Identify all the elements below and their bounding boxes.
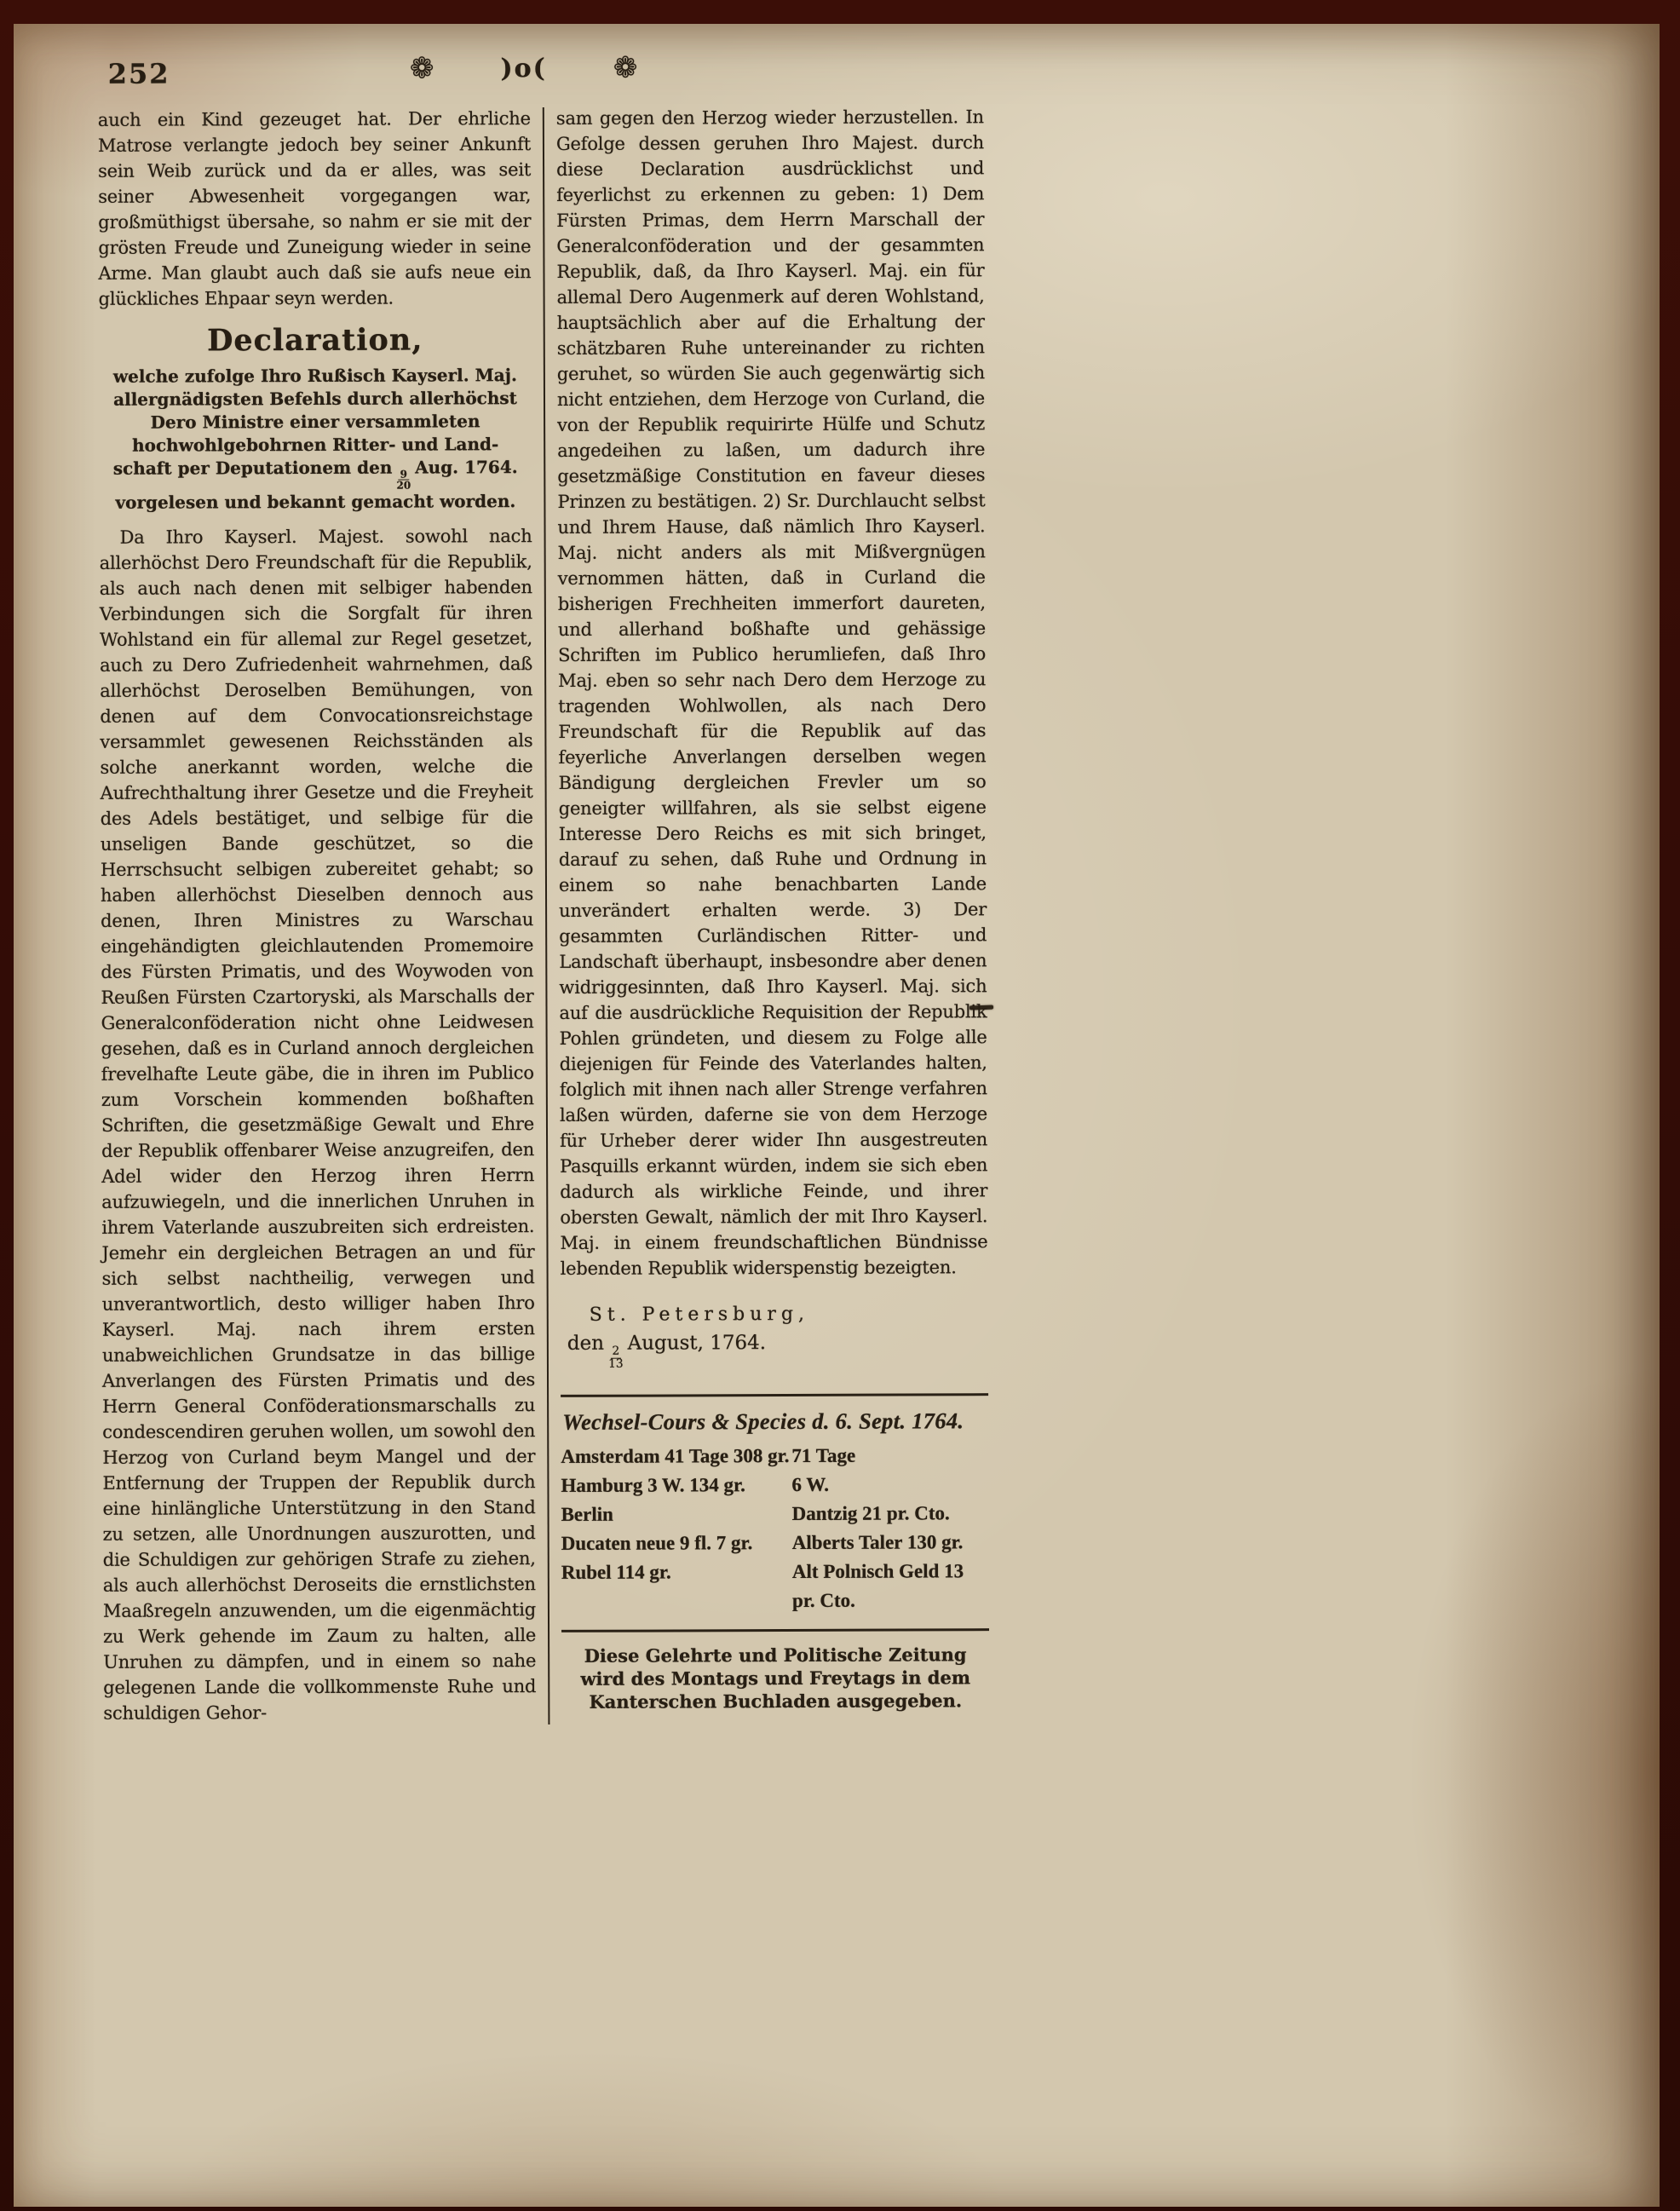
date-fraction xyxy=(396,469,411,491)
exchange-cell-right: 71 Tage xyxy=(791,1444,856,1466)
exchange-cell-left: Amsterdam 41 Tage 308 gr. xyxy=(561,1444,790,1467)
left-column xyxy=(98,106,537,1726)
dateline-date-pre: den xyxy=(567,1332,605,1355)
page-number: 252 xyxy=(107,57,170,90)
dateline-place: St. Petersburg, xyxy=(589,1303,810,1326)
printers-mark-ornament: )o( xyxy=(500,53,547,83)
rosette-ornament-left-icon: ❁ xyxy=(409,51,434,86)
date-fraction xyxy=(608,1346,624,1371)
exchange-cell-left: Rubel 114 gr. xyxy=(561,1561,671,1583)
exchange-rates-table xyxy=(561,1441,989,1616)
subheading-date-pre: schaft per Deputationem den xyxy=(112,457,393,479)
subheading-closing: vorgelesen und bekannt gemacht worden. xyxy=(115,491,516,514)
exchange-cell-right: Alberts Taler 130 gr. xyxy=(791,1531,964,1553)
exchange-rates-section xyxy=(561,1408,989,1616)
section-rule-top xyxy=(561,1393,988,1397)
date-fraction-numerator: 9 xyxy=(400,468,407,481)
exchange-cell-right: 6 W. xyxy=(791,1473,830,1495)
exchange-cell-right: Dantzig 21 pr. Cto. xyxy=(791,1502,950,1524)
subheading-date-post: Aug. 1764. xyxy=(415,457,518,478)
exchange-cell-left: Ducaten neue 9 fl. 7 gr. xyxy=(561,1531,753,1554)
column-divider-rule xyxy=(543,107,550,1724)
date-fraction-numerator: 2 xyxy=(610,1346,621,1359)
table-row xyxy=(561,1470,988,1500)
table-row xyxy=(561,1557,989,1616)
table-row xyxy=(561,1499,989,1529)
page-header xyxy=(98,48,984,99)
table-row xyxy=(561,1528,989,1558)
date-fraction-denominator: 20 xyxy=(396,479,411,492)
date-fraction-denominator: 13 xyxy=(608,1356,624,1371)
subheading-text: welche zufolge Ihro Rußisch Kayserl. Maj. allergnädigsten Befehls durch allerhöchst Dero Ministre einer versammleten hochwohlgebohrnen Ritter- und Land- xyxy=(112,365,517,456)
right-column xyxy=(556,104,990,1724)
publication-notice: Diese Gelehrte und Politische Zeitung wird des Montags und Freytags in dem Kanterschen Buchladen ausgegeben. xyxy=(580,1644,971,1713)
dateline-date xyxy=(567,1327,988,1371)
news-paragraph: auch ein Kind gezeuget hat. Der ehrliche Matrose verlangte jedoch bey seiner Ankunft sein Weib zurück und da er alles, was seit seiner Abwesenheit vorgegangen war, großmüthigst übersahe, so nahm er sie mit der grösten Freude und Zuneigung wieder in seine Arme. Man glaubt auch daß sie aufs neue ein glückliches Ehpaar seyn werden. xyxy=(97,108,532,309)
exchange-cell-left: Berlin xyxy=(561,1503,613,1525)
table-row xyxy=(561,1441,988,1471)
dateline-date-post: August, 1764. xyxy=(627,1332,767,1355)
dateline xyxy=(561,1300,988,1371)
exchange-rates-title: Wechsel-Cours & Species d. 6. Sept. 1764. xyxy=(562,1408,964,1435)
section-rule-bottom xyxy=(561,1628,989,1632)
page-content xyxy=(98,48,990,1726)
declaration-body-paragraph: Da Ihro Kayserl. Majest. sowohl nach allerhöchst Dero Freundschaft für die Republik, als auch nach denen mit selbiger habenden Verbindungen sich die Sorgfalt für ihren Wohlstand ein für allemal zur Regel gesetzet, auch zu Dero Zufriedenheit wahrnehmen, daß allerhöchst Deroselben Bemühungen, von denen auf dem Convocationsreichstage versammlet gewesenen Reichsständen als solche anerkannt worden, welche die Aufrechthaltung ihrer Gesetze und die Freyheit des Adels bestätiget, und selbige für die unseligen Bande geschützet, so die Herrschsucht selbigen zubereitet gehabt; so haben allerhöchst Dieselben dennoch aus denen, Ihren Ministres zu Warschau eingehändigten gleichlautenden Promemoire des Fürsten Primatis, und des Woywoden von Reußen Fürsten Czartoryski, als Marschalls der Generalconföderation nicht ohne Leidwesen gesehen, daß es in Curland annoch dergleichen frevelhafte Leute gäbe, die in ihren im Publico zum Vorschein kommenden boßhaften Schriften, die gesetzmäßige Gewalt und Ehre der Republik offenbarer Weise anzugreifen, den Adel wider den Herzog ihren Herrn aufzuwiegeln, und die innerlichen Unruhen in ihrem Vaterlande auszubreiten sich erdreisten. Jemehr ein dergleichen Betragen an und für sich selbst nachtheilig, verwegen und unverantwortlich, desto williger haben Ihro Kayserl. Maj. nach ihrem ersten unabweichlichen Grundsatze in das billige Anverlangen des Fürsten Primatis und des Herrn General Conföderationsmarschalls zu condescendiren geruhen wollen, um sowohl den Herzog von Curland beym Mangel und der Entfernung der Truppen der Republik durch eine hinlängliche Unterstützung in den Stand zu setzen, alle Unordnungen auszurotten, und die Schuldigen zur gehörigen Strafe zu ziehen, als auch allerhöchst Deroseits die ernstlichsten Maaßregeln anzuwenden, um die eigenmächtig zu Werk gehende im Zaum zu halten, alle Unruhen zu dämpfen, und in einem so nahe gelegenen Lande die vollkommenste Ruhe und schuldigen Gehor- xyxy=(99,526,537,1724)
rosette-ornament-right-icon: ❁ xyxy=(613,50,638,85)
two-column-layout xyxy=(98,104,990,1726)
exchange-cell-right: Alt Polnisch Geld 13 pr. Cto. xyxy=(791,1560,964,1611)
declaration-heading: Declaration, xyxy=(206,322,423,359)
exchange-cell-left: Hamburg 3 W. 134 gr. xyxy=(561,1473,745,1496)
header-ornaments xyxy=(98,49,950,86)
declaration-body-continuation: sam gegen den Herzog wieder herzustellen. In Gefolge dessen geruhen Ihro Majest. durch diese Declaration ausdrücklichst und feyerlichst zu erkennen zu geben: 1) Dem Fürsten Primas, dem Herrn Marschall der Generalconföderation und der gesammten Republik, daß, da Ihro Kayserl. Maj. ein für allemal Dero Augenmerk auf deren Wohlstand, hauptsächlich aber auf die Erhaltung der schätzbaren Ruhe untereinander zu richten geruhet, so würden Sie auch gegenwärtig sich nicht entziehen, dem Herzoge von Curland, die von der Republik requirirte Hülfe und Schutz angedeihen zu laßen, um dadurch ihre gesetzmäßige Constitution en faveur dieses Prinzen zu bestätigen. 2) Sr. Durchlaucht selbst und Ihrem Hause, daß nämlich Ihro Kayserl. Maj. nicht anders als mit Mißvergnügen vernommen hätten, daß in Curland die bisherigen Frechheiten immerfort daureten, und allerhand boßhafte und gehässige Schriften im Publico herumliefen, daß Ihro Maj. eben so sehr nach Dero dem Herzoge zu tragenden Wohlwollen, als nach Dero Freundschaft für die Republik auf das feyerliche Anverlangen derselben wegen Bändigung dergleichen Frevler um so geneigter willfahren, als sie selbst eigene Interesse Dero Reichs es mit sich bringet, darauf zu sehen, daß Ruhe und Ordnung in einem so nahe benachbarten Lande unverändert erhalten werde. 3) Der gesammten Curländischen Ritter- und Landschaft überhaupt, insbesondre aber denen widriggesinnten, daß Ihro Kayserl. Maj. sich auf die ausdrückliche Requisition der Republik Pohlen gründeten, und diesem zu Folge alle diejenigen für Feinde des Vaterlandes halten, folglich mit ihnen nach aller Strenge verfahren laßen würden, daferne sie von dem Herzoge für Urheber derer wider Ihn ausgestreuten Pasquills erkannt würden, indem sie sich eben dadurch als wirkliche Feinde, und ihrer obersten Gewalt, nämlich der mit Ihro Kayserl. Maj. in einem freundschaftlichen Bündnisse lebenden Republik widerspenstig bezeigten. xyxy=(555,107,988,1279)
declaration-subheading xyxy=(99,364,532,515)
